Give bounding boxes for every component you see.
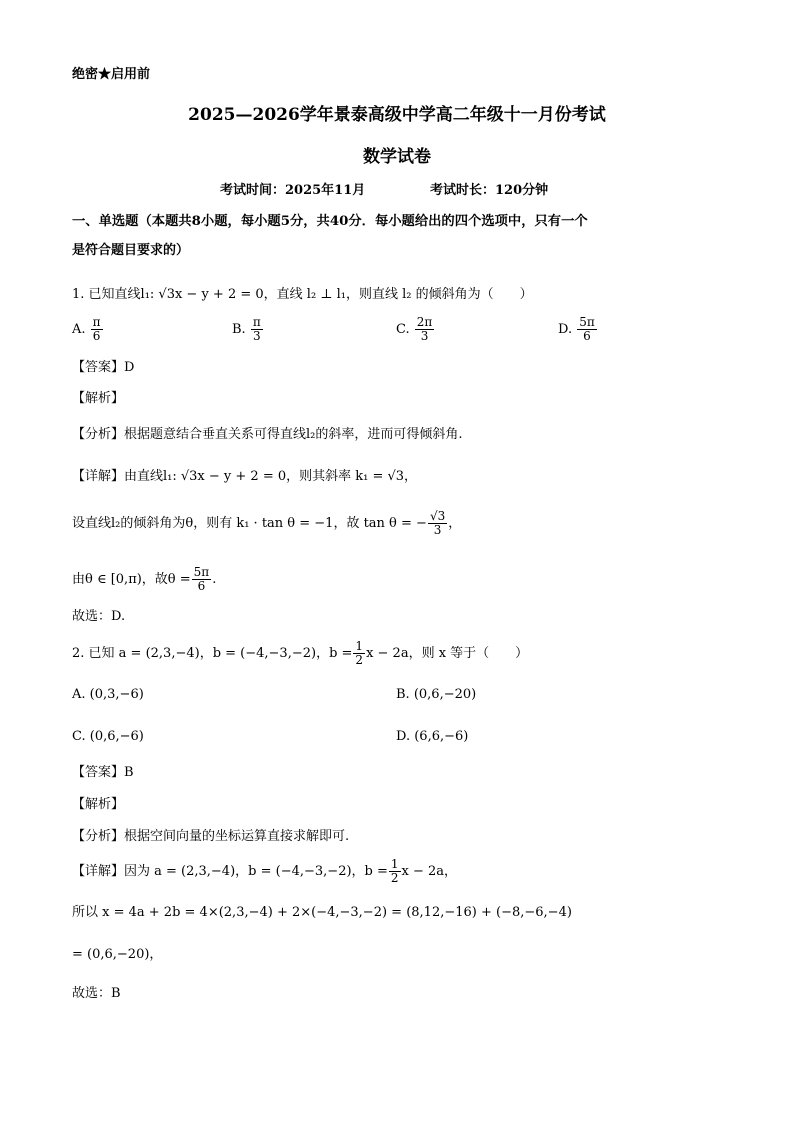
q1-option-a bbox=[72, 316, 104, 343]
q1-option-b bbox=[232, 316, 264, 343]
q2-detail-1 bbox=[72, 858, 457, 885]
q2-option-b bbox=[396, 686, 476, 704]
q1-answer: 【答案】D bbox=[72, 360, 135, 375]
q2-detail-2: 所以 x = 4a + 2b = 4×(2,3,−4) + 2×(−4,−3,−2) = (8,12,−16) + (−8,−6,−4) bbox=[72, 905, 572, 920]
option-fraction: $\frac{\pi}{6}$ bbox=[92, 315, 101, 343]
q1-conclusion: 故选：D. bbox=[72, 609, 126, 624]
option-letter: B. bbox=[232, 322, 246, 337]
q1-detail-2 bbox=[72, 510, 461, 537]
stem-text-end: x − 2a，则 x 等于（ ） bbox=[366, 646, 529, 661]
q2-answer: 【答案】B bbox=[72, 765, 134, 780]
q1-option-c bbox=[396, 316, 435, 343]
option-letter: D. bbox=[558, 322, 573, 337]
q1-analysis-label: 【解析】 bbox=[72, 391, 125, 406]
exam-time: 考试时间：2025年11月 bbox=[220, 183, 366, 198]
option-fraction: $\frac{2\pi}{3}$ bbox=[416, 315, 433, 343]
stem-fraction: $\frac{1}{2}$ bbox=[355, 639, 364, 667]
q1-analysis: 【分析】根据题意结合垂直关系可得直线l₂的斜率，进而可得倾斜角. bbox=[72, 427, 463, 442]
question-2-stem bbox=[72, 640, 528, 667]
q2-detail-3: = (0,6,−20)， bbox=[72, 947, 163, 962]
q2-analysis: 【分析】根据空间向量的坐标运算直接求解即可. bbox=[72, 829, 350, 844]
stem-text: 2. 已知 a = (2,3,−4)，b = (−4,−3,−2)，b = bbox=[72, 646, 353, 661]
option-letter: D. bbox=[396, 729, 411, 744]
q2-conclusion: 故选：B bbox=[72, 986, 121, 1001]
option-value: (6,6,−6) bbox=[414, 729, 469, 744]
exam-title: 2025—2026学年景泰高级中学高二年级十一月份考试 bbox=[188, 105, 606, 125]
detail-text: 【详解】因为 a = (2,3,−4)，b = (−4,−3,−2)，b = bbox=[72, 864, 388, 879]
option-value: (0,3,−6) bbox=[89, 687, 144, 702]
q2-analysis-label: 【解析】 bbox=[72, 797, 125, 812]
option-letter: A. bbox=[72, 687, 86, 702]
detail-text-end: x − 2a， bbox=[401, 864, 458, 879]
q1-option-d bbox=[558, 316, 598, 343]
q2-option-c bbox=[72, 728, 144, 746]
detail-text-end: . bbox=[212, 572, 217, 587]
option-letter: C. bbox=[72, 729, 86, 744]
detail-fraction: $\frac{5\pi}{6}$ bbox=[193, 565, 210, 593]
option-fraction: $\frac{5\pi}{6}$ bbox=[579, 315, 595, 343]
option-letter: B. bbox=[396, 687, 410, 702]
option-fraction: $\frac{\pi}{3}$ bbox=[252, 315, 261, 343]
q1-detail-3 bbox=[72, 566, 216, 593]
detail-text: 由θ ∈ [0,π)，故θ = bbox=[72, 572, 191, 587]
section-heading-cont: 是符合题目要求的） bbox=[72, 243, 190, 258]
question-1-stem: 1. 已知直线l₁: √3x − y + 2 = 0，直线 l₂ ⊥ l₁，则直线 l₂ 的倾斜角为（ ） bbox=[72, 287, 533, 302]
option-letter: C. bbox=[396, 322, 410, 337]
q2-option-d bbox=[396, 728, 468, 746]
section-heading: 一、单选题（本题共8小题，每小题5分，共40分．每小题给出的四个选项中，只有一个 bbox=[72, 214, 588, 229]
option-value: (0,6,−6) bbox=[89, 729, 144, 744]
detail-fraction: $\frac{√3}{3}$ bbox=[429, 509, 446, 537]
subject-title: 数学试卷 bbox=[363, 147, 431, 167]
detail-fraction: $\frac{1}{2}$ bbox=[390, 857, 399, 885]
q2-option-a bbox=[72, 686, 144, 704]
secret-label: 绝密★启用前 bbox=[72, 67, 151, 82]
option-letter: A. bbox=[72, 322, 86, 337]
detail-text: 设直线l₂的倾斜角为θ，则有 k₁ · tan θ = −1，故 tan θ = − bbox=[72, 516, 427, 531]
detail-text-end: ， bbox=[448, 516, 462, 531]
option-value: (0,6,−20) bbox=[413, 687, 477, 702]
exam-duration: 考试时长：120分钟 bbox=[430, 183, 549, 198]
q1-detail-1: 【详解】由直线l₁: √3x − y + 2 = 0，则其斜率 k₁ = √3， bbox=[72, 469, 418, 484]
